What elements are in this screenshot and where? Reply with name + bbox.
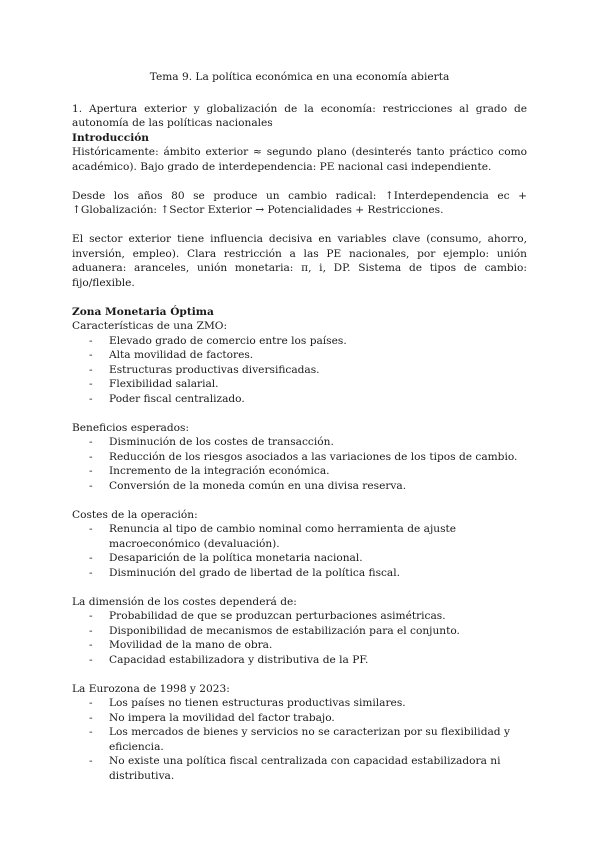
dash-bullet: - xyxy=(89,349,93,361)
dash-bullet: - xyxy=(89,523,93,535)
document-title: Tema 9. La política económica en una economía abierta xyxy=(149,71,450,83)
list-item: - Disminución del grado de libertad de la política fiscal. xyxy=(89,566,401,579)
dash-bullet: - xyxy=(89,697,93,709)
intro-paragraph-1: Históricamente: ámbito exterior ≈ segundo plano (desinterés tanto práctico como académico). Bajo grado de interdependencia: PE nacional casi independiente. xyxy=(72,146,527,173)
list-item: - Reducción de los riesgos asociados a las variaciones de los tipos de cambio. xyxy=(89,450,518,463)
dash-bullet: - xyxy=(89,552,93,564)
list-costs xyxy=(72,522,527,580)
dash-bullet: - xyxy=(89,653,93,666)
list-item: - Estructuras productivas diversificadas. xyxy=(89,363,320,376)
dash-bullet: - xyxy=(89,334,93,347)
list-item: - Desaparición de la política monetaria nacional. xyxy=(89,552,363,564)
list-item: - No existe una política fiscal centralizada con capacidad estabilizadora ni distributiva. xyxy=(89,755,501,782)
list-benefits xyxy=(72,435,527,493)
intro-paragraph-2: Desde los años 80 se produce un cambio radical: ↑Interdependencia ec + ↑Globalización: ↑Sector Exterior → Potencialidades + Restricciones. xyxy=(72,189,527,216)
dash-bullet: - xyxy=(89,755,93,767)
list-item: - Los países no tienen estructuras productivas similares. xyxy=(89,697,406,709)
list-item: - Disponibilidad de mecanismos de estabilización para el conjunto. xyxy=(89,624,460,637)
dash-bullet: - xyxy=(89,610,93,622)
list-label-costs: Costes de la operación: xyxy=(72,508,198,521)
list-eurozone xyxy=(72,696,527,783)
list-cost-dimension xyxy=(72,609,527,667)
list-item: - Los mercados de bienes y servicios no se caracterizan por su flexibilidad y eficiencia. xyxy=(89,726,510,753)
list-characteristics xyxy=(72,334,527,407)
list-item: - No impera la movilidad del factor trabajo. xyxy=(89,711,335,724)
list-label-benefits: Beneficios esperados: xyxy=(72,421,190,434)
zmo-heading: Zona Monetaria Óptima xyxy=(72,305,214,318)
dash-bullet: - xyxy=(89,624,93,637)
list-label-characteristics: Características de una ZMO: xyxy=(72,320,228,332)
document-page xyxy=(72,70,527,783)
list-item: - Capacidad estabilizadora y distributiva de la PF. xyxy=(89,653,369,666)
list-item: - Elevado grado de comercio entre los países. xyxy=(89,334,347,347)
dash-bullet: - xyxy=(89,479,93,492)
dash-bullet: - xyxy=(89,465,93,477)
intro-paragraph-3: El sector exterior tiene influencia decisiva en variables clave (consumo, ahorro, inversión, empleo). Clara restricción a las PE nacionales, por ejemplo: unión aduanera: aranceles, unión monetaria: π, i, DP. Sistema de tipos de cambio: fijo/flexible. xyxy=(72,233,527,289)
list-item: - Alta movilidad de factores. xyxy=(89,349,254,361)
list-item: - Incremento de la integración económica. xyxy=(89,465,330,477)
dash-bullet: - xyxy=(89,450,93,463)
intro-heading: Introducción xyxy=(72,131,150,144)
dash-bullet: - xyxy=(89,726,93,738)
dash-bullet: - xyxy=(89,711,93,724)
list-item: - Renuncia al tipo de cambio nominal como herramienta de ajuste macroeconómico (devaluación). xyxy=(89,523,457,550)
list-item: - Flexibilidad salarial. xyxy=(89,378,219,390)
list-item: - Movilidad de la mano de obra. xyxy=(89,639,273,651)
list-item: - Poder fiscal centralizado. xyxy=(89,392,245,405)
section-heading: 1. Apertura exterior y globalización de la economía: restricciones al grado de autonomía de las políticas nacionales xyxy=(72,102,527,129)
dash-bullet: - xyxy=(89,436,93,448)
dash-bullet: - xyxy=(89,639,93,651)
dash-bullet: - xyxy=(89,566,93,579)
list-item: - Probabilidad de que se produzcan perturbaciones asimétricas. xyxy=(89,610,446,622)
list-label-cost-dimension: La dimensión de los costes dependerá de: xyxy=(72,595,297,608)
dash-bullet: - xyxy=(89,378,93,390)
list-label-eurozone: La Eurozona de 1998 y 2023: xyxy=(72,682,230,695)
list-item: - Disminución de los costes de transacción. xyxy=(89,436,334,448)
dash-bullet: - xyxy=(89,363,93,376)
list-item: - Conversión de la moneda común en una divisa reserva. xyxy=(89,479,407,492)
dash-bullet: - xyxy=(89,392,93,405)
